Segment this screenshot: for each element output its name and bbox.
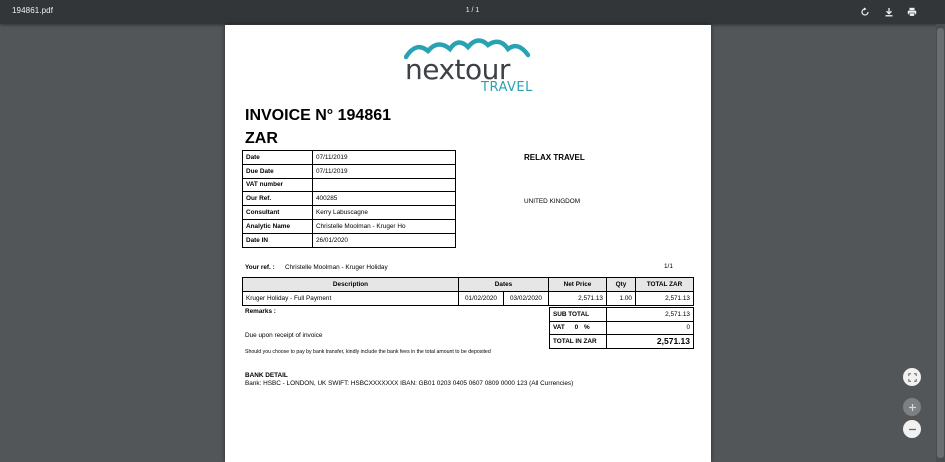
info-label: Analytic Name — [243, 219, 313, 233]
info-label: Consultant — [243, 206, 313, 220]
invoice-currency: ZAR — [245, 130, 278, 147]
line-items-table — [242, 277, 694, 306]
file-name: 194861.pdf — [12, 6, 54, 15]
bank-detail-text: Bank: HSBC - LONDON, UK SWIFT: HSBCXXXXXXX IBAN: GB01 0203 0405 0607 0809 0000 123 (All Currencies) — [245, 380, 574, 387]
payment-terms: Due upon receipt of invoice — [245, 332, 323, 339]
download-icon — [884, 7, 894, 17]
info-row — [243, 192, 456, 206]
rotate-button[interactable] — [857, 4, 873, 20]
subtotal-row — [550, 308, 694, 322]
your-ref-value: Christelle Moolman - Kruger Holiday — [285, 264, 388, 271]
invoice-info-table — [242, 150, 456, 248]
vat-percent-sign: % — [583, 324, 590, 332]
invoice-title: INVOICE N° 194861 — [245, 107, 392, 124]
bank-transfer-note: Should you choose to pay by bank transfer, kindly include the bank fees in the total amount to be deposited — [245, 349, 491, 355]
scrollbar-thumb[interactable] — [937, 28, 944, 458]
logo-subtitle: TRAVEL — [481, 80, 533, 95]
client-country: UNITED KINGDOM — [524, 198, 581, 205]
pdf-toolbar — [0, 0, 945, 24]
page-number: 1/1 — [664, 263, 673, 270]
table-row — [243, 292, 694, 306]
fit-to-page-icon — [908, 373, 917, 382]
info-value — [313, 178, 456, 192]
remarks-label: Remarks : — [245, 308, 276, 315]
info-label: Due Date — [243, 164, 313, 178]
vat-cell — [550, 321, 607, 335]
info-label: Date IN — [243, 233, 313, 247]
grand-total-row — [550, 335, 694, 349]
info-row — [243, 164, 456, 178]
info-value: 07/11/2019 — [313, 151, 456, 165]
table-header-row — [243, 278, 694, 292]
print-button[interactable] — [904, 4, 920, 20]
your-ref-label: Your ref. : — [245, 264, 275, 271]
info-row — [243, 219, 456, 233]
vertical-scrollbar[interactable] — [936, 24, 945, 462]
info-value: 26/01/2020 — [313, 233, 456, 247]
info-value: Christelle Moolman - Kruger Ho — [313, 219, 456, 233]
zoom-out-icon — [908, 425, 917, 434]
line-date-to: 03/02/2020 — [504, 292, 549, 306]
logo-wordmark: nextour — [405, 53, 510, 86]
client-name: RELAX TRAVEL — [524, 153, 585, 162]
vat-value: 0 — [607, 321, 694, 335]
subtotal-value: 2,571.13 — [607, 308, 694, 322]
info-row — [243, 233, 456, 247]
info-value: Kerry Labuscagne — [313, 206, 456, 220]
col-description: Description — [243, 278, 459, 292]
info-value: 07/11/2019 — [313, 164, 456, 178]
grand-total-value: 2,571.13 — [607, 335, 694, 349]
line-net-price: 2,571.13 — [549, 292, 607, 306]
zoom-out-button[interactable] — [903, 420, 921, 438]
info-label: Date — [243, 151, 313, 165]
print-icon — [907, 7, 917, 17]
col-qty: Qty — [607, 278, 636, 292]
bank-detail-heading: BANK DETAIL — [245, 372, 288, 379]
zoom-in-icon — [908, 403, 917, 412]
grand-total-label: TOTAL IN ZAR — [550, 335, 607, 349]
subtotal-label: SUB TOTAL — [550, 308, 607, 322]
zoom-in-button[interactable] — [903, 398, 921, 416]
line-qty: 1.00 — [607, 292, 636, 306]
info-label: Our Ref. — [243, 192, 313, 206]
page-indicator: 1 / 1 — [465, 7, 480, 14]
col-dates: Dates — [459, 278, 549, 292]
vat-label: VAT — [553, 324, 565, 332]
pdf-page — [225, 25, 711, 462]
line-total: 2,571.13 — [636, 292, 694, 306]
info-value: 400285 — [313, 192, 456, 206]
info-row — [243, 151, 456, 165]
fit-to-page-button[interactable] — [903, 368, 921, 386]
line-date-from: 01/02/2020 — [459, 292, 504, 306]
totals-table — [549, 307, 694, 349]
vat-row — [550, 321, 694, 335]
info-row — [243, 178, 456, 192]
vat-rate: 0 — [574, 324, 579, 332]
line-description: Kruger Holiday - Full Payment — [243, 292, 459, 306]
rotate-icon — [860, 7, 870, 17]
col-total: TOTAL ZAR — [636, 278, 694, 292]
info-label: VAT number — [243, 178, 313, 192]
download-button[interactable] — [881, 4, 897, 20]
info-row — [243, 206, 456, 220]
col-net-price: Net Price — [549, 278, 607, 292]
